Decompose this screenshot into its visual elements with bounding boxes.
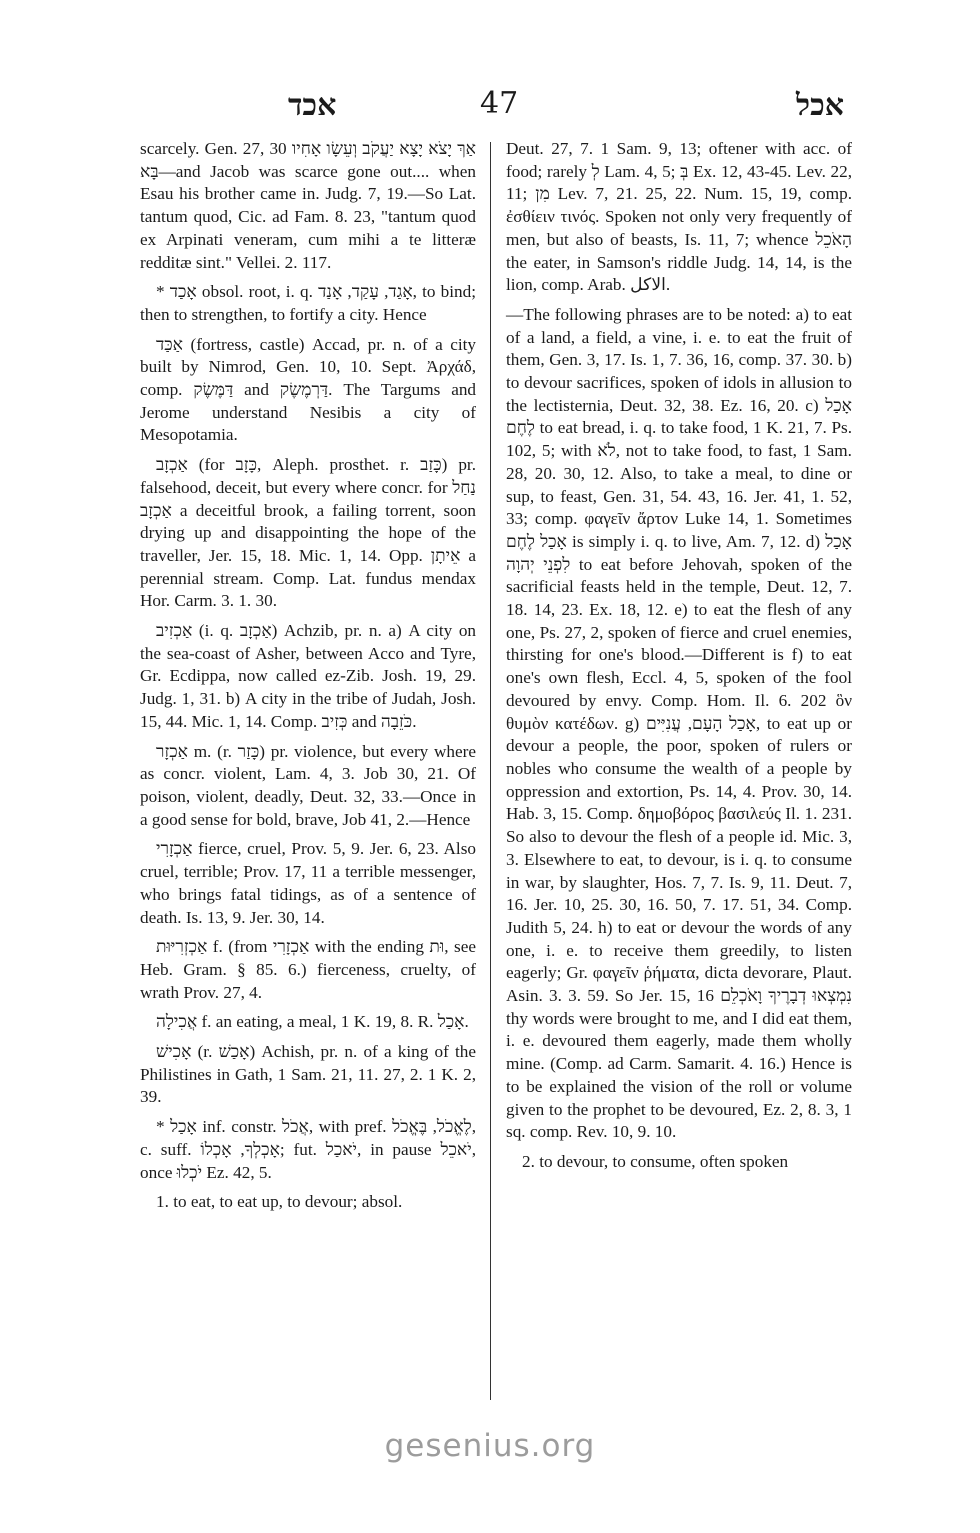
entry-akhzav: אַכְזָב (for כָּזָב, Aleph. prosthet. r. כָּזַב) pr. falsehood, deceit, but every where concr. for נַחַל אַכְזָב a deceitful brook, a failing torrent, soon drying up and disappointing the hope of the traveller, Jer. 15, 18. Mic. 1, 14. Opp. אֵיתָן a perennial stream. Comp. Lat. fundus mendax Hor. Carm. 3. 1. 30.	[140, 455, 477, 611]
entry-akad-root: * אָכַד obsol. root, i. q. אָגַד, עָקַד, אָנַד, to bind; then to strengthen, to fortify a city. Hence	[140, 282, 476, 324]
entry-akhal-continued: Deut. 27, 7. 1 Sam. 9, 13; oftener with acc. of food; rarely לְ Lam. 4, 5; בְּ Ex. 12, 43-45. Lev. 22, 11; מִן Lev. 7, 21. 25, 22. Num. 15, 19, comp. ἐσθίειν τινός. Spoken not only very frequently of men, but also of beasts, Is. 11, 7; whence הָאֹכֵל the eater, in Samson's riddle Judg. 14, 14, is the lion, comp. Arab. الاكل.	[506, 139, 853, 295]
column-divider	[490, 142, 491, 1400]
left-running-headword: אכד	[288, 88, 337, 123]
entry-akhal-sense-1: 1. to eat, to eat up, to devour; absol.	[156, 1192, 403, 1212]
left-column	[140, 138, 476, 1221]
entry-akhal-sense-2: 2. to devour, to consume, often spoken	[522, 1151, 789, 1171]
entry-akhilah: אֲכִילָה f. an eating, a meal, 1 K. 19, 8. R. אָכַל.	[156, 1012, 469, 1032]
watermark: gesenius.org	[384, 1428, 596, 1464]
entry-achish: אָכִישׁ (r. אָכַשׁ) Achish, pr. n. of a king of the Philistines in Gath, 1 Sam. 21, 11. 27, 2. 1 K. 2, 39.	[140, 1042, 477, 1107]
right-column	[506, 138, 852, 1181]
entry-akhal: * אָכַל inf. constr. אֲכֹל, with pref. לֶאֱכֹל, בֶּאֱכֹל, c. suff. אָכְלְךָ, אָכְלוֹ; fut. יֹאכַל, in pause יֹאכֵל, once יֹכְלוּ Ez. 42, 5.	[140, 1117, 477, 1182]
entry-akhzar: אַכְזָר m. (r. כָּזַר) pr. violence, but every where as concr. violent, Lam. 4, 3. Job 30, 21. Of poison, violent, deadly, Deut. 32, 33.—Once in a good sense for bold, brave, Job 41, 2.—Hence	[140, 741, 476, 829]
entry-accad: אַכַּד (fortress, castle) Accad, pr. n. of a city built by Nimrod, Gen. 10, 10. Sept. Ἀρχάδ, comp. דַּמֶּשֶׂק and דַּרְמֶשֶׂק. The Targums and Jerome understand Nesibis a city of Mesopotamia.	[140, 334, 477, 445]
page-number: 47	[480, 86, 519, 121]
entry-akhzari: אַכְזָרִי fierce, cruel, Prov. 5, 9. Jer. 6, 23. Also cruel, terrible; Prov. 17, 11 a terrible messenger, who brings fatal tidings, as of a sentence of death. Is. 13, 9. Jer. 30, 14.	[140, 839, 476, 927]
entry-continuation: scarcely. Gen. 27, 30 אַךְ יָצֹא יָצָא יַעֲקֹב וְעֵשָׂו אָחִיו בָּא—and Jacob was scarce gone out.... when Esau his brother came in. Judg. 7, 19.—So Lat. tantum quod, Cic. ad Fam. 8. 23, "tantum quod ex Arpinati veneram, cum mihi a te litteræ redditæ sint." Vellei. 2. 117.	[140, 139, 476, 272]
right-running-headword: אכל	[796, 88, 844, 123]
entry-akhzeriyyut: אַכְזְרִיּוּת f. (from אַכְזָרִי with the ending וּת, see Heb. Gram. § 85. 6.) fierceness, cruelty, of wrath Prov. 27, 4.	[140, 937, 476, 1002]
entry-achzib: אַכְזִיב (i. q. אַכְזָב) Achzib, pr. n. a) A city on the sea-coast of Asher, between Acco and Tyre, Gr. Ecdippa, now called ez-Zib. Josh. 19, 29. Judg. 1, 31. b) A city in the tribe of Judah, Josh. 15, 44. Mic. 1, 14. Comp. כְּזִיב and כֹּזֵבָה.	[140, 621, 477, 731]
text-columns	[140, 138, 852, 1400]
page-header	[140, 86, 850, 126]
entry-akhal-phrases: —The following phrases are to be noted: a) to eat of a land, a field, a vine, i. e. to eat the fruit of them, Gen. 3, 17. Is. 1, 7. 36, 16, comp. 37. 30. b) to devour sacrifices, spoken of idols in allusion to the lectisternia, Deut. 32, 38. Ez. 16, 20. c) אָכַל לֶחֶם to eat bread, i. q. to take food, 1 K. 21, 7. Ps. 102, 5; with לֹא, not to take food, to fast, 1 Sam. 28, 20. 30, 12. Also, to take a meal, to dine or sup, to feast, Gen. 31, 54. 43, 16. Jer. 41, 1. 52, 33; comp. φαγεῖν ἄρτον Luke 14, 1. Sometimes אָכַל לֶחֶם is simply i. q. to live, Am. 7, 12. d) אָכַל לִפְנֵי יְהוָה to eat before Jehovah, spoken of the sacrificial feasts held in the temple, Deut. 12, 7. 18. 14, 23. Ex. 18, 12. e) to eat the flesh of any one, Ps. 27, 2, spoken of fierce and cruel enemies, thirsting for one's blood.—Different is f) to eat one's own flesh, Eccl. 4, 5, spoken of the fool devoured by envy. Comp. Hom. Il. 6. 202 ὃν θυμὸν κατέδων. g) אָכַל הָעָם, עֲנִיִּים, to eat up or devour a people, the poor, spoken of rulers or nobles who consume the wealth of a people by oppression and extortion, Ps. 14, 4. Prov. 30, 14. Hab. 3, 15. Comp. δημοβόρος βασιλεύς Il. 1. 231. So also to devour the flesh of a people id. Mic. 3, 3. Elsewhere to eat, to devour, is i. q. to consume in war, by slaughter, Hos. 7, 7. Is. 9, 11. Deut. 7, 16. Jer. 10, 25. 30, 16. 50, 7. 17. 51, 34. Comp. Judith 5, 24. h) to eat or devour the words of any one, i. e. to receive them greedily, to listen eagerly; Gr. φαγεῖν ῥήματα, dicta devorare, Plaut. Asin. 3. 3. 59. So Jer. 15, 16 נִמְצְאוּ דְבָרֶיךָ וָאֹכְלֵם thy words were brought to me, and I did eat them, i. e. devoured them eagerly, made them wholly mine. (Comp. ad Carm. Samarit. 4. 16.) Hence is to be explained the vision of the roll or volume given to the prophet to be devoured, Ez. 2, 8. 3, 1 sq. comp. Rev. 10, 9. 10.	[506, 304, 852, 1142]
